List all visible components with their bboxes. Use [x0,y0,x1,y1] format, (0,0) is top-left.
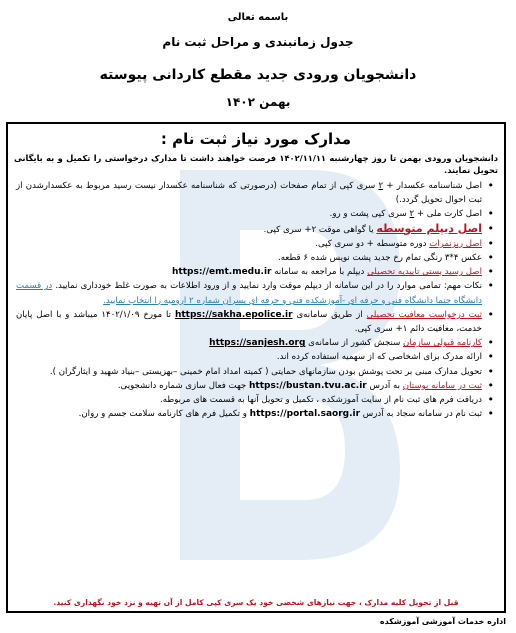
list-item: • ثبت در سامانه بوستان به آدرس https://bustan.tvu.ac.ir جهت فعال سازی شماره دانشجویی. [16,379,494,393]
emt-link[interactable]: https://emt.medu.ir [172,267,272,278]
documents-list [8,179,504,421]
list-item: • عکس ۴*۳ رنگی تمام رخ جدید پشت نویس شده ۶ قطعه. [16,251,494,265]
header [0,0,516,109]
box-title: مدارک مورد نیاز ثبت نام : [160,130,352,148]
intro-text: دانشجویان ورودی بهمن تا روز چهارشنبه ۱۴۰۲/۱۱/۱۱ فرصت خواهند داشت تا مدارک درخواستی را تکمیل و به بایگانی تحویل نمایند. [14,153,498,175]
list-item: • اصل رسید پستی تاییدیه تحصیلی دیپلم با مراجعه به سامانه https://emt.medu.ir [16,265,494,279]
list-item: • اصل شناسنامه عکسدار + ۲ سری کپی از تمام صفحات (درصورتی که شناسنامه عکسدار نیست رسید مربوط به عکسدارشدن از ثبت احوال تحویل گردد.) [16,179,494,207]
student-group-title: دانشجویان ورودی جدید مقطع کاردانی پیوسته [99,67,417,83]
list-item: • اصل ریزنمرات دوره متوسطه + دو سری کپی. [16,237,494,251]
term-date: بهمن ۱۴۰۲ [225,95,291,109]
list-item: • کارنامه قبولی سازمان سنجش کشور از سامانه‌ی https://sanjesh.org [16,336,494,350]
bustan-link[interactable]: https://bustan.tvu.ac.ir [248,380,367,391]
list-item: • اصل دیپلم متوسطه یا گواهی موقت ۲+ سری کپی. [16,222,494,237]
list-item: • ارائه مدرک برای اشخاصی که از سهمیه استفاده کرده اند. [16,350,494,364]
list-item: • اصل کارت ملی + ۲ سری کپی پشت و رو. [16,207,494,221]
schedule-title: جدول زمانبندی و مراحل ثبت نام [162,35,354,49]
sanjesh-link[interactable]: https://sanjesh.org [209,338,306,349]
sakha-link[interactable]: https://sakha.epolice.ir [174,309,293,320]
footnote: قبل از تحویل کلیه مدارک ، جهت نیازهای شخصی خود یک سری کپی کامل از آن تهیه و نزد خود نگهداری کنید. [53,598,459,607]
list-item: • دریافت فرم های ثبت نام از سایت آموزشکده ، تکمیل و تحویل آنها به قسمت های مربوطه. [16,393,494,407]
list-item: • ثبت درخواست معافیت تحصیلی از طریق سامانه‌ی https://sakha.epolice.ir تا مورخ ۱۴۰۲/۱/۰۹ میباشد و با اصل پایان خدمت، معافیت دائم ۱+ سری کپی. [16,308,494,336]
basmala: باسمه تعالی [227,12,289,23]
list-item: • نکات مهم: تمامی موارد را در این سامانه از دیپلم موقت وارد نمایید و از ورود اطلاعات به صورت غلط خودداری نمایید. در قسمت دانشگاه حتما دانشگاه فنی و حرفه ای -آموزشکده فنی و حرفه ای پسران شماره ۲ ارومیه را انتخاب نمایید. [16,279,494,307]
list-item: • ثبت نام در سامانه سجاد به آدرس https://portal.saorg.ir و تکمیل فرم های کارنامه سلامت جسم و روان. [16,407,494,421]
list-item: • تحویل مدارک مبنی بر تحت پوشش بودن سازمانهای حمایتی ( کمیته امداد امام خمینی –بهزیستی –بنیاد شهید و ایثارگران ). [16,365,494,379]
signature: اداره خدمات آموزشی آموزشکده [379,617,506,626]
saorg-link[interactable]: https://portal.saorg.ir [249,409,361,420]
required-documents-box [6,122,506,613]
